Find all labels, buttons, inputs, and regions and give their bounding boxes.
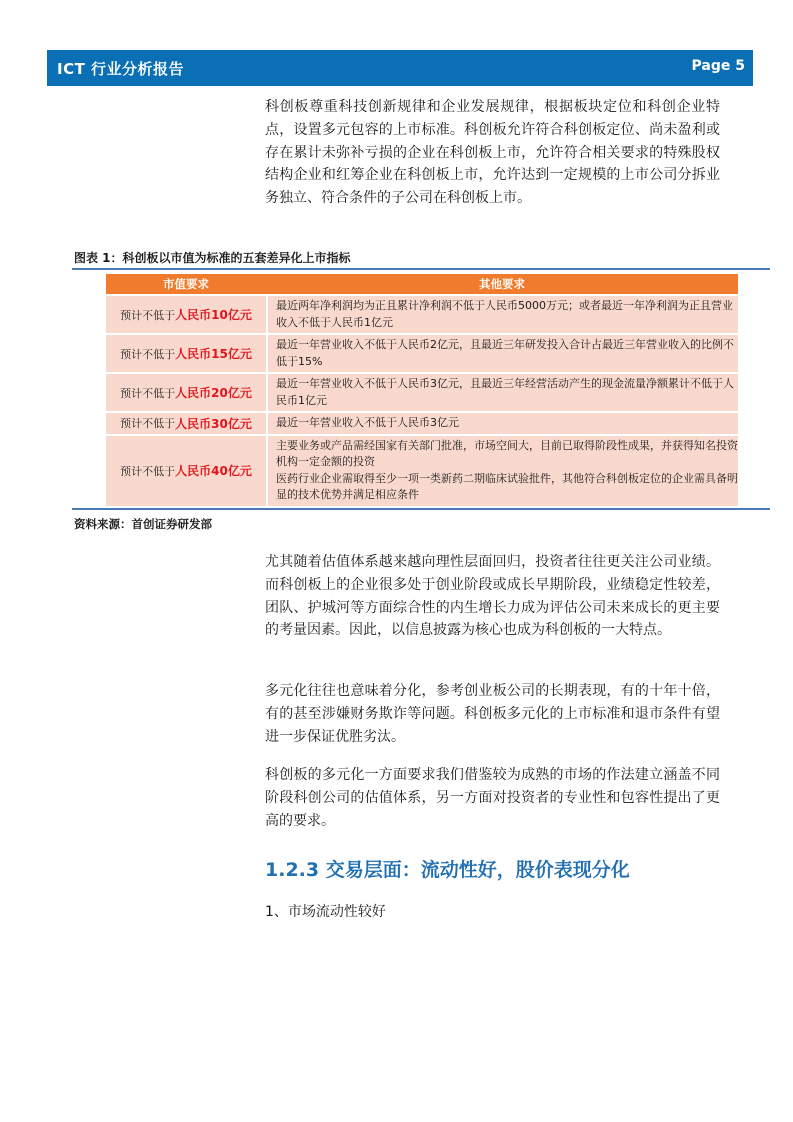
other-requirement-line: 主要业务或产品需经国家有关部门批准，市场空间大，目前已取得阶段性成果，并获得知名投资机构一定金额的投资 (276, 438, 738, 468)
listing-criteria-table (106, 274, 738, 506)
other-requirement-cell: 最近一年营业收入不低于人民币3亿元 (276, 416, 459, 429)
market-cap-cell (106, 374, 268, 411)
table-row (106, 434, 738, 506)
header-other-requirements: 其他要求 (479, 277, 525, 291)
cap-prefix: 预计不低于 (120, 347, 176, 361)
other-requirement-line: 医药行业企业需取得至少一项一类新药二期临床试验批件，其他符合科创板定位的企业需具备明显的技术优势并满足相应条件 (276, 471, 738, 501)
market-cap-cell (106, 296, 268, 333)
table-row (106, 294, 738, 333)
market-cap-cell (106, 335, 268, 372)
page-number: Page 5 (691, 58, 745, 74)
body-paragraph: 多元化往往也意味着分化，参考创业板公司的长期表现，有的十年十倍，有的甚至涉嫌财务欺诈等问题。科创板多元化的上市标准和退市条件有望进一步保证优胜劣汰。 (265, 683, 720, 745)
other-requirement-cell: 最近一年营业收入不低于人民币2亿元，且最近三年研发投入合计占最近三年营业收入的比例不低于15% (276, 338, 734, 368)
sub-item: 1、市场流动性较好 (265, 904, 386, 920)
report-title: ICT 行业分析报告 (57, 60, 185, 78)
report-header-bar (47, 50, 753, 86)
table-row (106, 411, 738, 434)
cap-amount: 人民币20亿元 (175, 386, 252, 400)
table-bottom-rule (72, 508, 770, 510)
source-note: 资料来源：首创证券研发部 (74, 517, 212, 531)
cap-prefix: 预计不低于 (120, 308, 176, 322)
table-row (106, 372, 738, 411)
cap-amount: 人民币30亿元 (175, 416, 252, 431)
market-cap-cell (106, 413, 268, 434)
cap-amount: 人民币40亿元 (175, 464, 252, 478)
cap-prefix: 预计不低于 (120, 386, 176, 400)
section-heading: 1.2.3 交易层面：流动性好，股价表现分化 (265, 859, 630, 881)
table-header-row (106, 274, 738, 294)
other-requirement-cell (268, 436, 738, 506)
body-paragraph: 科创板的多元化一方面要求我们借鉴较为成熟的市场的作法建立涵盖不同阶段科创公司的估值体系，另一方面对投资者的专业性和包容性提出了更高的要求。 (265, 767, 720, 829)
other-requirement-cell: 最近一年营业收入不低于人民币3亿元，且最近三年经营活动产生的现金流量净额累计不低于人民币1亿元 (276, 377, 734, 407)
market-cap-cell (106, 436, 268, 506)
cap-amount: 人民币15亿元 (175, 347, 252, 361)
header-market-cap: 市值要求 (163, 277, 209, 291)
table-row (106, 333, 738, 372)
caption-rule (72, 268, 770, 270)
cap-prefix: 预计不低于 (120, 464, 176, 478)
figure-caption: 图表 1：科创板以市值为标准的五套差异化上市指标 (74, 251, 351, 265)
other-requirement-cell: 最近两年净利润均为正且累计净利润不低于人民币5000万元；或者最近一年净利润为正且营业收入不低于人民币1亿元 (276, 299, 733, 329)
intro-paragraph: 科创板尊重科技创新规律和企业发展规律，根据板块定位和科创企业特点，设置多元包容的上市标准。科创板允许符合科创板定位、尚未盈利或存在累计未弥补亏损的企业在科创板上市，允许符合相关要求的特殊股权结构企业和红筹企业在科创板上市，允许达到一定规模的上市公司分拆业务独立、符合条件的子公司在科创板上市。 (265, 99, 720, 207)
body-paragraph: 尤其随着估值体系越来越向理性层面回归，投资者往往更关注公司业绩。而科创板上的企业很多处于创业阶段或成长早期阶段，业绩稳定性较差，团队、护城河等方面综合性的内生增长力成为评估公司未来成长的更主要的考量因素。因此，以信息披露为核心也成为科创板的一大特点。 (265, 554, 720, 639)
cap-prefix: 预计不低于 (120, 417, 176, 431)
cap-amount: 人民币10亿元 (175, 308, 252, 322)
